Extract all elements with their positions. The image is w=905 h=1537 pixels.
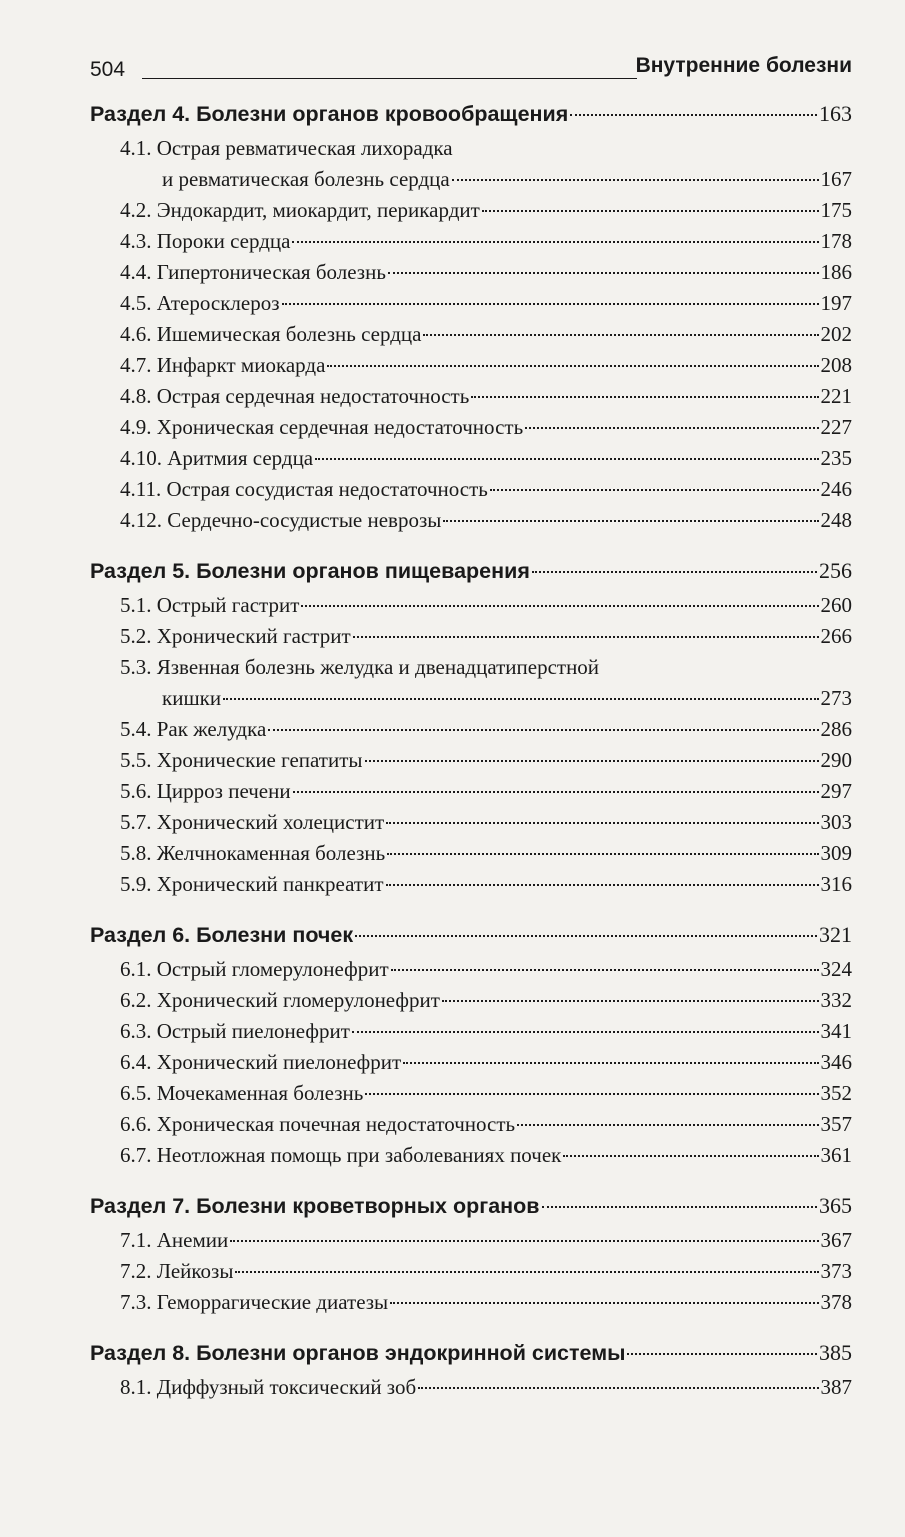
entry-page-number: 260 [820, 593, 852, 617]
entry-code: 4.5. [120, 291, 152, 315]
entry-code: 4.7. [120, 353, 152, 377]
toc-entry[interactable] [90, 257, 852, 288]
entry-code: 4.12. [120, 508, 162, 532]
entry-title: Острый гастрит [156, 593, 300, 617]
entry-code: 4.11. [120, 477, 162, 501]
entry-title: Инфаркт миокарда [156, 353, 326, 377]
toc-entry[interactable] [90, 807, 852, 838]
section-heading[interactable] [90, 916, 852, 954]
entry-code: 4.3. [120, 229, 152, 253]
leader-dots [230, 1240, 818, 1242]
toc-entry[interactable] [90, 869, 852, 900]
entry-page-number: 357 [820, 1112, 852, 1136]
leader-dots [563, 1155, 818, 1157]
entry-title: Мочекаменная болезнь [156, 1081, 364, 1105]
leader-dots [223, 698, 818, 700]
entry-page-number: 175 [820, 198, 852, 222]
entry-code: 5.3. [120, 655, 152, 679]
leader-dots [353, 636, 819, 638]
toc-entry-first-line[interactable] [90, 652, 852, 683]
leader-dots [327, 365, 818, 367]
toc-entry[interactable] [90, 683, 852, 714]
entry-title-continued: и ревматическая болезнь сердца [162, 167, 450, 191]
entry-page-number: 361 [820, 1143, 852, 1167]
toc-entry[interactable] [90, 288, 852, 319]
leader-dots [282, 303, 819, 305]
entry-code: 8.1. [120, 1375, 152, 1399]
entry-code: 6.3. [120, 1019, 152, 1043]
toc-entry[interactable] [90, 474, 852, 505]
toc-section [90, 552, 852, 900]
toc-entry[interactable] [90, 776, 852, 807]
entry-title: Хронические гепатиты [156, 748, 363, 772]
entry-code: 4.2. [120, 198, 152, 222]
section-page-number: 321 [819, 922, 852, 947]
running-title: Внутренние болезни [635, 54, 852, 77]
entry-code: 5.2. [120, 624, 152, 648]
entry-title: Гипертоническая болезнь [156, 260, 386, 284]
table-of-contents [90, 95, 852, 1419]
section-heading[interactable] [90, 1334, 852, 1372]
toc-entry-first-line[interactable] [90, 133, 852, 164]
entry-page-number: 227 [820, 415, 852, 439]
entry-code: 7.1. [120, 1228, 152, 1252]
entry-page-number: 248 [820, 508, 852, 532]
leader-dots [570, 114, 817, 116]
section-title: Раздел 5. Болезни органов пищеварения [90, 559, 530, 583]
entry-code: 4.6. [120, 322, 152, 346]
entry-title: Острая сосудистая недостаточность [166, 477, 488, 501]
leader-dots [542, 1206, 817, 1208]
page-number: 504 [90, 58, 126, 81]
leader-dots [388, 272, 819, 274]
entry-title: Сердечно-сосудистые неврозы [167, 508, 442, 532]
toc-entry[interactable] [90, 350, 852, 381]
toc-section [90, 95, 852, 536]
entry-code: 4.8. [120, 384, 152, 408]
toc-entry[interactable] [90, 590, 852, 621]
entry-page-number: 352 [820, 1081, 852, 1105]
entry-page-number: 297 [820, 779, 852, 803]
entry-code: 5.8. [120, 841, 152, 865]
leader-dots [423, 334, 818, 336]
leader-dots [418, 1387, 818, 1389]
entry-code: 5.9. [120, 872, 152, 896]
entry-title: Диффузный токсический зоб [156, 1375, 417, 1399]
toc-entry[interactable] [90, 1372, 852, 1403]
section-title: Раздел 4. Болезни органов кровообращения [90, 102, 569, 126]
toc-entry[interactable] [90, 985, 852, 1016]
entry-code: 4.1. [120, 136, 152, 160]
entry-page-number: 309 [820, 841, 852, 865]
leader-dots [403, 1062, 818, 1064]
entry-page-number: 373 [820, 1259, 852, 1283]
entry-title: Острая сердечная недостаточность [156, 384, 470, 408]
entry-code: 4.9. [120, 415, 152, 439]
leader-dots [386, 822, 818, 824]
section-heading[interactable] [90, 552, 852, 590]
entry-code: 6.4. [120, 1050, 152, 1074]
entry-page-number: 246 [820, 477, 852, 501]
entry-page-number: 186 [820, 260, 852, 284]
entry-title: Хронический панкреатит [156, 872, 384, 896]
entry-title: Хронический холецистит [156, 810, 385, 834]
page-header [90, 54, 852, 84]
section-page-number: 256 [819, 558, 852, 583]
toc-entry[interactable] [90, 195, 852, 226]
entry-page-number: 202 [820, 322, 852, 346]
entry-code: 5.4. [120, 717, 152, 741]
entry-page-number: 178 [820, 229, 852, 253]
entry-page-number: 378 [820, 1290, 852, 1314]
entry-title: Атеросклероз [156, 291, 280, 315]
leader-dots [452, 179, 819, 181]
entry-code: 5.7. [120, 810, 152, 834]
entry-page-number: 197 [820, 291, 852, 315]
entry-code: 5.5. [120, 748, 152, 772]
entry-page-number: 208 [820, 353, 852, 377]
toc-entry[interactable] [90, 164, 852, 195]
entry-title: Хроническая сердечная недостаточность [156, 415, 524, 439]
leader-dots [517, 1124, 818, 1126]
leader-dots [301, 605, 818, 607]
leader-dots [292, 241, 818, 243]
toc-entry[interactable] [90, 621, 852, 652]
toc-entry[interactable] [90, 954, 852, 985]
entry-page-number: 266 [820, 624, 852, 648]
section-title: Раздел 6. Болезни почек [90, 923, 354, 947]
entry-page-number: 235 [820, 446, 852, 470]
entry-page-number: 286 [820, 717, 852, 741]
section-page-number: 163 [819, 101, 852, 126]
toc-section [90, 1334, 852, 1403]
leader-dots [471, 396, 818, 398]
toc-entry[interactable] [90, 412, 852, 443]
entry-page-number: 324 [820, 957, 852, 981]
entry-code: 7.3. [120, 1290, 152, 1314]
entry-code: 5.6. [120, 779, 152, 803]
entry-title-continued: кишки [162, 686, 222, 710]
section-title: Раздел 8. Болезни органов эндокринной системы [90, 1341, 626, 1365]
leader-dots [355, 935, 817, 937]
toc-entry[interactable] [90, 1078, 852, 1109]
entry-title: Острая ревматическая лихорадка [156, 136, 453, 160]
entry-title: Хронический гломерулонефрит [156, 988, 440, 1012]
entry-page-number: 303 [820, 810, 852, 834]
entry-code: 6.6. [120, 1112, 152, 1136]
entry-title: Хронический гастрит [156, 624, 351, 648]
leader-dots [235, 1271, 818, 1273]
entry-page-number: 221 [820, 384, 852, 408]
entry-title: Аритмия сердца [167, 446, 314, 470]
header-rule [142, 78, 637, 79]
entry-page-number: 346 [820, 1050, 852, 1074]
leader-dots [627, 1353, 817, 1355]
section-heading[interactable] [90, 1187, 852, 1225]
entry-title: Острый пиелонефрит [156, 1019, 350, 1043]
entry-page-number: 273 [820, 686, 852, 710]
leader-dots [525, 427, 818, 429]
toc-entry[interactable] [90, 1287, 852, 1318]
toc-entry[interactable] [90, 1140, 852, 1171]
entry-page-number: 367 [820, 1228, 852, 1252]
toc-entry[interactable] [90, 505, 852, 536]
entry-code: 7.2. [120, 1259, 152, 1283]
toc-entry[interactable] [90, 319, 852, 350]
leader-dots [386, 884, 819, 886]
toc-entry[interactable] [90, 443, 852, 474]
toc-entry[interactable] [90, 745, 852, 776]
leader-dots [490, 489, 819, 491]
entry-title: Анемии [156, 1228, 229, 1252]
entry-code: 4.4. [120, 260, 152, 284]
entry-code: 6.7. [120, 1143, 152, 1167]
leader-dots [532, 571, 817, 573]
entry-title: Лейкозы [156, 1259, 234, 1283]
entry-title: Ишемическая болезнь сердца [156, 322, 422, 346]
entry-code: 6.2. [120, 988, 152, 1012]
leader-dots [365, 1093, 818, 1095]
section-page-number: 385 [819, 1340, 852, 1365]
leader-dots [387, 853, 818, 855]
toc-entry[interactable] [90, 226, 852, 257]
leader-dots [390, 1302, 818, 1304]
entry-title: Желчнокаменная болезнь [156, 841, 386, 865]
entry-title: Геморрагические диатезы [156, 1290, 389, 1314]
toc-entry[interactable] [90, 1016, 852, 1047]
leader-dots [443, 520, 818, 522]
leader-dots [352, 1031, 819, 1033]
leader-dots [482, 210, 819, 212]
entry-title: Пороки сердца [156, 229, 291, 253]
entry-title: Рак желудка [156, 717, 267, 741]
toc-entry[interactable] [90, 1256, 852, 1287]
leader-dots [391, 969, 819, 971]
toc-entry[interactable] [90, 381, 852, 412]
entry-code: 5.1. [120, 593, 152, 617]
entry-code: 6.1. [120, 957, 152, 981]
section-title: Раздел 7. Болезни кроветворных органов [90, 1194, 540, 1218]
toc-section [90, 1187, 852, 1318]
leader-dots [268, 729, 818, 731]
entry-title: Хроническая почечная недостаточность [156, 1112, 516, 1136]
entry-page-number: 167 [820, 167, 852, 191]
entry-page-number: 290 [820, 748, 852, 772]
leader-dots [365, 760, 819, 762]
leader-dots [442, 1000, 819, 1002]
entry-title: Хронический пиелонефрит [156, 1050, 402, 1074]
entry-code: 6.5. [120, 1081, 152, 1105]
entry-page-number: 316 [820, 872, 852, 896]
toc-entry[interactable] [90, 1109, 852, 1140]
entry-title: Цирроз печени [156, 779, 291, 803]
leader-dots [293, 791, 819, 793]
toc-entry[interactable] [90, 838, 852, 869]
toc-entry[interactable] [90, 1225, 852, 1256]
entry-code: 4.10. [120, 446, 162, 470]
leader-dots [315, 458, 818, 460]
entry-title: Острый гломерулонефрит [156, 957, 389, 981]
entry-page-number: 341 [820, 1019, 852, 1043]
entry-title: Язвенная болезнь желудка и двенадцатиперстной [156, 655, 600, 679]
toc-entry[interactable] [90, 714, 852, 745]
section-page-number: 365 [819, 1193, 852, 1218]
entry-title: Эндокардит, миокардит, перикардит [156, 198, 480, 222]
toc-section [90, 916, 852, 1171]
section-heading[interactable] [90, 95, 852, 133]
toc-entry[interactable] [90, 1047, 852, 1078]
entry-page-number: 387 [820, 1375, 852, 1399]
entry-page-number: 332 [820, 988, 852, 1012]
entry-title: Неотложная помощь при заболеваниях почек [156, 1143, 562, 1167]
